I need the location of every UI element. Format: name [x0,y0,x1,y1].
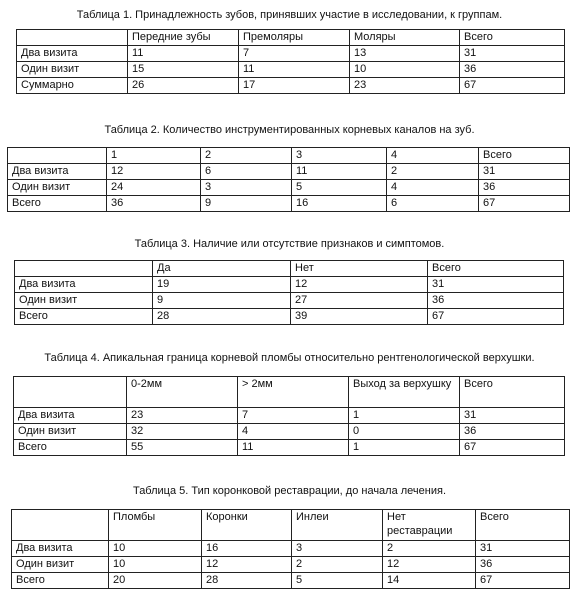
table-cell: 10 [109,541,202,557]
header-cell: Всего [476,510,570,541]
row-label: Всего [12,573,109,589]
table-cell: 9 [153,293,291,309]
table-row [17,46,565,62]
header-cell: Пломбы [109,510,202,541]
header-cell: 4 [387,148,479,164]
table-cell: 67 [460,440,565,456]
table-cell: 36 [479,180,570,196]
table-row [12,541,570,557]
header-cell: Коронки [202,510,292,541]
table-row [17,78,565,94]
table-cell: 11 [238,440,349,456]
table-header-row [8,148,570,164]
header-cell: > 2мм [238,377,349,408]
row-label: Два визита [8,164,107,180]
table-cell: 9 [201,196,292,212]
header-cell: Премоляры [239,30,350,46]
table-row [12,557,570,573]
table-cell: 67 [428,309,564,325]
header-cell: Выход за верхушку [349,377,460,408]
row-label: Два визита [17,46,128,62]
table-cell: 39 [291,309,428,325]
header-cell [14,377,127,408]
row-label: Один визит [17,62,128,78]
table-row [12,573,570,589]
header-cell [17,30,128,46]
table2 [7,147,570,212]
table-cell: 0 [349,424,460,440]
header-cell: 2 [201,148,292,164]
table-cell: 24 [107,180,201,196]
row-label: Один визит [8,180,107,196]
header-cell: Всего [460,377,565,408]
row-label: Один визит [12,557,109,573]
row-label: Всего [15,309,153,325]
table-cell: 67 [460,78,565,94]
row-label: Всего [8,196,107,212]
table-cell: 12 [202,557,292,573]
header-cell: 0-2мм [127,377,238,408]
table-cell: 11 [128,46,239,62]
header-cell: 3 [292,148,387,164]
row-label: Один визит [14,424,127,440]
table-cell: 2 [383,541,476,557]
table-cell: 1 [349,408,460,424]
table-cell: 31 [428,277,564,293]
table-row [14,440,565,456]
row-label: Два визита [14,408,127,424]
table-cell: 16 [292,196,387,212]
table-cell: 5 [292,573,383,589]
table1-caption: Таблица 1. Принадлежность зубов, принявших участие в исследовании, к группам. [76,9,503,21]
table-cell: 55 [127,440,238,456]
table-header-row [14,377,565,408]
table4-caption: Таблица 4. Апикальная граница корневой пломбы относительно рентгенологической верхушки. [44,352,535,364]
table-cell: 67 [476,573,570,589]
table-header-row [17,30,565,46]
table-row [14,424,565,440]
row-label: Два визита [12,541,109,557]
table-cell: 7 [239,46,350,62]
table-cell: 17 [239,78,350,94]
table-cell: 12 [383,557,476,573]
table2-caption: Таблица 2. Количество инструментированных корневых каналов на зуб. [104,124,475,136]
table-row [17,62,565,78]
header-cell: Нет [291,261,428,277]
table-cell: 4 [387,180,479,196]
header-cell: Нет реставрации [383,510,476,541]
header-cell: Инлеи [292,510,383,541]
table-header-row [15,261,564,277]
table-cell: 5 [292,180,387,196]
row-label: Всего [14,440,127,456]
table-cell: 36 [107,196,201,212]
table-cell: 67 [479,196,570,212]
table-cell: 36 [460,62,565,78]
header-cell: Передние зубы [128,30,239,46]
header-cell: Всего [479,148,570,164]
table-row [8,164,570,180]
table-cell: 31 [460,408,565,424]
table-cell: 15 [128,62,239,78]
table-cell: 10 [350,62,460,78]
table-cell: 2 [292,557,383,573]
header-cell: Всего [428,261,564,277]
table-row [15,277,564,293]
table-cell: 12 [107,164,201,180]
row-label: Два визита [15,277,153,293]
table-cell: 3 [292,541,383,557]
table-cell: 27 [291,293,428,309]
table-cell: 11 [239,62,350,78]
table4 [13,376,565,456]
table-cell: 3 [201,180,292,196]
table-cell: 28 [202,573,292,589]
header-cell: 1 [107,148,201,164]
table-cell: 26 [128,78,239,94]
header-cell [8,148,107,164]
table-cell: 31 [479,164,570,180]
table-cell: 28 [153,309,291,325]
table3 [14,260,564,325]
table-cell: 14 [383,573,476,589]
table-cell: 23 [350,78,460,94]
table-cell: 6 [387,196,479,212]
table-cell: 4 [238,424,349,440]
table-cell: 31 [476,541,570,557]
table-row [8,196,570,212]
row-label: Один визит [15,293,153,309]
header-cell: Да [153,261,291,277]
table-row [15,309,564,325]
table-cell: 32 [127,424,238,440]
table-cell: 19 [153,277,291,293]
table-cell: 7 [238,408,349,424]
header-cell [15,261,153,277]
table-cell: 36 [476,557,570,573]
table3-caption: Таблица 3. Наличие или отсутствие признаков и симптомов. [134,238,445,250]
table-row [14,408,565,424]
table-cell: 10 [109,557,202,573]
table-cell: 1 [349,440,460,456]
header-cell: Моляры [350,30,460,46]
table-cell: 13 [350,46,460,62]
table-row [15,293,564,309]
table-cell: 31 [460,46,565,62]
table5 [11,509,570,589]
table-row [8,180,570,196]
header-cell [12,510,109,541]
table-cell: 12 [291,277,428,293]
table-cell: 36 [428,293,564,309]
table5-caption: Таблица 5. Тип коронковой реставрации, до начала лечения. [132,485,447,497]
table-cell: 2 [387,164,479,180]
table-header-row [12,510,570,541]
table-cell: 16 [202,541,292,557]
table1 [16,29,565,94]
row-label: Суммарно [17,78,128,94]
table-cell: 36 [460,424,565,440]
table-cell: 20 [109,573,202,589]
table-cell: 6 [201,164,292,180]
table-cell: 11 [292,164,387,180]
table-cell: 23 [127,408,238,424]
header-cell: Всего [460,30,565,46]
